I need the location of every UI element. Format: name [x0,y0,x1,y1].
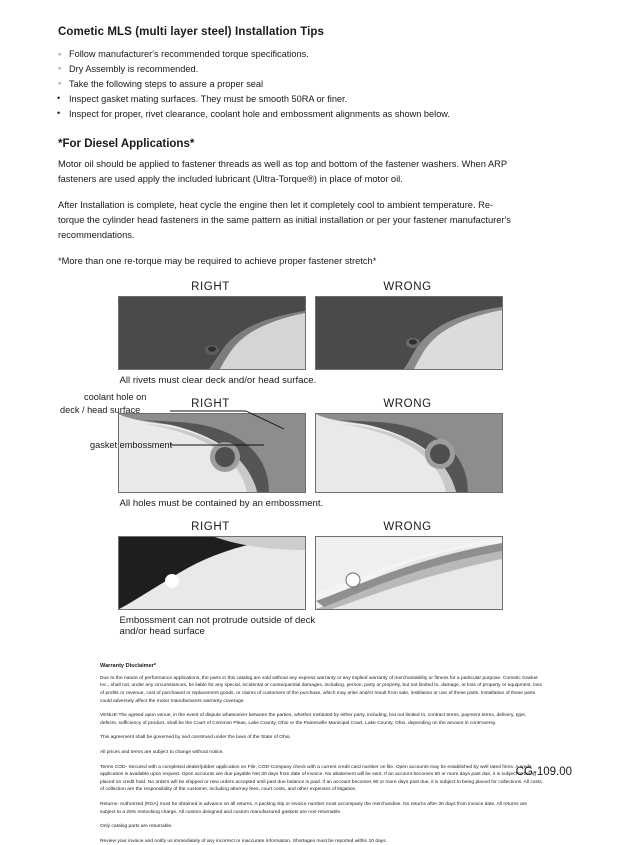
warranty-paragraph: VENUE-The agreed upon venue, in the event of dispute whatsoever between the parties, whether instituted by either party, including, but not limited to, contract terms, payment terms, delivery, type, defects, sufficiency of product, shall be the Court of Common Pleas, Lake County, Ohio or the Painesville Municipal Court, Lake County, Ohio, depending on the amount in controversy. [100,713,527,726]
page-title: Cometic MLS (multi layer steel) Installation Tips [58,26,325,38]
list-item: ◦ Dry Assembly is recommended. [58,62,572,77]
installation-tips-list [58,47,572,92]
figure-caption-holes: All holes must be contained by an embossment. [119,497,324,509]
figure-row-rivets [46,281,572,370]
diesel-section-heading: *For Diesel Applications* [58,137,195,150]
figure-image-right-embossment [118,536,306,610]
diesel-paragraph-2: After Installation is complete, heat cycle the engine then let it completely cool to ambient temperature. Re-torque the cylinder head fasteners in the same pattern as initial installation or per your fastener manufacturer's recommendations. [58,199,511,240]
list-item: • Inspect for proper, rivet clearance, coolant hole and embossment alignments as shown below. [57,107,572,122]
warranty-paragraph: All prices and terms are subject to change without notice. [100,749,224,755]
callout-coolant-hole-line1: coolant hole on [84,391,147,402]
figure-image-wrong-holes [315,413,503,493]
figure-label-wrong: WRONG [383,280,432,293]
warranty-paragraph: This agreement shall be governed by and construed under the laws of the State of Ohio. [100,735,291,741]
caption-wrap-rivets [118,375,501,386]
callout-coolant-hole-line2: deck / head surface [60,404,141,415]
warranty-section [46,663,572,845]
figure-image-right-rivets [118,296,306,370]
figure-label-right: RIGHT [191,397,230,410]
figure-caption-embossment-line2: and/or head surface [119,625,205,637]
figure-row-holes [46,398,572,493]
warranty-paragraph: Only catalog parts are returnable. [100,824,173,830]
callout-gasket-embossment: gasket embossment [90,439,173,450]
figure-right-embossment [118,521,304,610]
diesel-paragraph-1: Motor oil should be applied to fastener threads as well as top and bottom of the fastener washers. When ARP fasteners are used apply the included lubricant (Ultra-Torque®) in place of motor oil. [58,158,507,184]
figure-caption-rivets: All rivets must clear deck and/or head surface. [119,374,317,386]
warranty-paragraph: Review your invoice and notify us immediately of any incorrect or inaccurate information. Shortages must be reported within 10 days. [100,838,388,844]
figure-label-right: RIGHT [191,520,230,533]
warranty-paragraph: Terms COD- Secured with a completed dealer/jobber application on File, COD-Company check with a current credit card number on file. Open accounts may be established by well rated firms. A credit application is available upon request. Open accounts are due payable Net 30 days from date of invoice. No abatement will be sent. If an account becomes 60 or more days past due, it is subject to being placed on credit hold. No orders will be shipped or new orders accepted until past due balance is paid. If an account becomes 90 or more days past due, it is subject to being placed for collections. All costs of collection are the responsibility of the customer, including attorney fees, court costs, and other expenses of litigation. [100,764,542,793]
warranty-paragraph: Returns- Authorized (RGA) must be obtained in advance on all returns. A packing slip or invoice number must accompany the merchandise. No returns after 30 days from invoice date. All returns are subject to a 25% restocking charge. All custom designed and custom manufactured gaskets are non-returnable. [100,801,528,815]
figure-image-wrong-rivets [315,296,503,370]
document-code: CG-109.00 [515,766,572,778]
installation-sub-tips-list [46,92,572,122]
figure-row-embossment [46,521,572,610]
figure-right-holes [118,398,304,493]
list-item: ◦ Follow manufacturer's recommended torque specifications. [58,47,572,62]
figure-wrong-holes [315,398,501,493]
list-item: • Inspect gasket mating surfaces. They must be smooth 50RA or finer. [57,92,572,107]
figure-right-rivets [118,281,304,370]
diesel-note: *More than one re-torque may be required to achieve proper fastener stretch* [58,255,377,266]
warranty-paragraph: Due to the nature of performance applications, the parts in this catalog are sold without any express warranty or any implied warranty of merchantability or fitness for a particular purpose. Cometic Gasket Inc., shall not, under any circumstances, be liable for any special, incidental or consequential damages, including, person, party or property, but not limited to, damage, or loss of property or equipment, loss of profits or revenue, cost of purchased or replacement goods, or claims of customers of the purchase, which may arise and/or result from sale, instillation or use of these parts. Installation of these parts could adversely affect the motor manufacturers warranty coverage. [100,675,542,704]
figure-wrong-rivets [315,281,501,370]
figure-image-wrong-embossment [315,536,503,610]
figure-label-right: RIGHT [191,280,230,293]
figure-label-wrong: WRONG [383,520,432,533]
figure-wrong-embossment [315,521,501,610]
warranty-heading: Warranty Disclaimer* [100,662,157,669]
caption-wrap-embossment [118,615,501,637]
figure-image-right-holes [118,413,306,493]
figure-caption-embossment: Embossment can not protrude outside of deck [119,614,316,626]
list-item: ◦ Take the following steps to assure a proper seal [58,77,572,92]
caption-wrap-holes [118,498,501,509]
figure-section [46,281,572,637]
figure-label-wrong: WRONG [383,397,432,410]
